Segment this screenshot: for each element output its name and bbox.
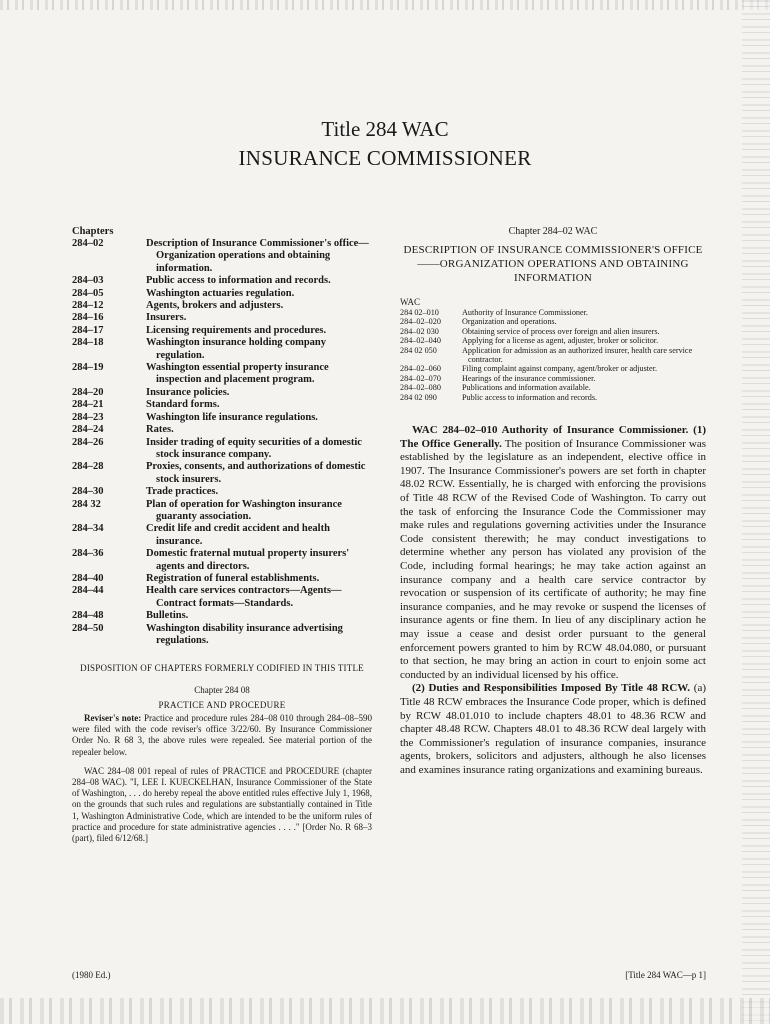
section-row	[400, 317, 706, 326]
chapter-number: 284–44	[72, 585, 104, 597]
right-column	[400, 226, 706, 778]
chapter-number: 284–36	[72, 548, 104, 560]
section-row	[400, 336, 706, 345]
chapter-title: Agents, brokers and adjusters.	[146, 300, 284, 312]
chapter-row	[72, 610, 372, 622]
section-row	[400, 374, 706, 383]
disposition-heading: DISPOSITION OF CHAPTERS FORMERLY CODIFIED IN THIS TITLE	[80, 663, 364, 674]
chapter-title: Domestic fraternal mutual property insurers' agents and directors.	[146, 548, 350, 572]
footer-edition: (1980 Ed.)	[72, 970, 111, 980]
chapter-title: Insider trading of equity securities of a domestic stock insurance company.	[146, 436, 362, 460]
chapter-title: Public access to information and records.	[146, 275, 331, 287]
chapter-number: 284 32	[72, 498, 101, 510]
practice-heading: PRACTICE AND PROCEDURE	[158, 699, 286, 710]
section-title: Application for admission as an authorized insurer, health care service contractor.	[462, 345, 693, 365]
chapter-row	[72, 585, 372, 610]
reviser-label: Reviser's note:	[84, 712, 142, 723]
chapter-row	[72, 387, 372, 399]
section-row	[400, 346, 706, 365]
chapter-number: 284–24	[72, 424, 104, 436]
chapter-row	[72, 362, 372, 387]
chapter-title: Trade practices.	[146, 486, 219, 498]
wac-label: WAC	[400, 297, 420, 307]
section-title: Publications and information available.	[462, 383, 591, 393]
title-line-1: Title 284 WAC	[321, 117, 449, 141]
page-title	[0, 116, 770, 172]
section-row	[400, 327, 706, 336]
chapter-title: Washington insurance holding company regulation.	[146, 337, 327, 361]
chapter-number: 284–21	[72, 399, 104, 411]
chapter-row	[72, 412, 372, 424]
reviser-note	[72, 713, 372, 758]
paragraph-1-lead: WAC 284–02–010 Authority of Insurance Commissioner. (1) The Office Generally.	[400, 424, 706, 450]
section-title: Obtaining service of process over foreign and alien insurers.	[462, 326, 660, 336]
chapter-list	[72, 238, 372, 647]
section-row	[400, 308, 706, 317]
section-number: 284 02 090	[400, 392, 437, 402]
chapter-title: Credit life and credit accident and health insurance.	[146, 523, 330, 547]
chapter-number: 284–26	[72, 436, 104, 448]
chapters-label: Chapters	[72, 226, 114, 237]
chapter-title: Washington essential property insurance inspection and placement program.	[146, 362, 329, 386]
chapter-title: Insurance policies.	[146, 386, 230, 398]
chapter-number: 284–17	[72, 324, 104, 336]
chapter-row	[72, 623, 372, 648]
chapter-row	[72, 573, 372, 585]
paragraph-1-text: The position of Insurance Commissioner was established by the legislature as an independent, elective office in 1907. The Insurance Commissioner's powers are set forth in chapter 48.02 RCW. Essentially, he is charged with enforcing the provisions of Title 48 RCW of the Revised Code of Washington. To carry out the task of enforcing the Insurance Code the Commissioner may make rules and regulations governing activities under the Insurance Code consistent therewith; he may conduct investigations to determine whether any person has violated any provision of the Code, including formal hearings; he may take action against an insurance company and a health care service contractor by revocation or suspension of its certificate of authority; he may fine insurance companies, and he may revoke or suspend the licenses of insurance agents or fine them. In lieu of any disciplinary action he may issue a cease and desist order pursuant to the general enforcement powers granted to him by RCW 48.04.080, or pursuant to that section, he may bring an action in court to enjoin some act conducted by an individual licensed by his office.	[400, 437, 706, 681]
chapter-row	[72, 300, 372, 312]
section-title: Applying for a license as agent, adjuster, broker or solicitor.	[462, 336, 659, 346]
chapter-title: Bulletins.	[146, 610, 189, 622]
title-line-2: INSURANCE COMMISSIONER	[238, 146, 532, 170]
chapter-row	[72, 238, 372, 275]
section-number: 284–02–080	[400, 383, 441, 393]
section-title: Public access to information and records.	[462, 392, 598, 402]
section-number: 284–02–020	[400, 317, 441, 327]
chapter-row	[72, 461, 372, 486]
paragraph-2-text: (a) Title 48 RCW embraces the Insurance Code proper, which is defined by RCW 48.01.010 to include chapters 48.01 to 48.36 RCW and chapter 48.48 RCW. Chapters 48.01 to 48.36 RCW deal largely with the Commissioner's regulation of insurance companies, insurance agents, brokers, solicitors and adjusters, although he also licenses and examines insurance rating organizations and examining bureaus.	[400, 682, 706, 776]
paragraph-1	[400, 424, 706, 682]
chapter-row	[72, 548, 372, 573]
chapter-number: 284–34	[72, 523, 104, 535]
chapter-number: 284–30	[72, 486, 104, 498]
section-row	[400, 364, 706, 373]
chapter-number: 284–28	[72, 461, 104, 473]
chapter-title: Rates.	[146, 424, 174, 436]
paragraph-2-lead: (2) Duties and Responsibilities Imposed By Title 48 RCW.	[412, 682, 691, 695]
repeal-text: WAC 284–08 001 repeal of rules of PRACTICE and PROCEDURE (chapter 284–08 WAC). "I, LEE I. KUECKELHAN, Insurance Commissioner of the State of Washington, . . . do hereby repeal the above entitled rules effective July 1, 1968, on the grounds that such rules and regulations are substantially contained in Title 1, Washington Administrative Code, which are intended to be the uniform rules of practice and procedure for state administrative agencies . . . ." [Order No. R 68–3 (part), filed 6/12/68.]	[72, 765, 372, 843]
chapter-title: Insurers.	[146, 312, 187, 324]
chapter-title: Washington actuaries regulation.	[146, 287, 295, 299]
chapter-number: 284–16	[72, 312, 104, 324]
chapter-row	[72, 325, 372, 337]
footer-page-number: [Title 284 WAC—p 1]	[625, 970, 706, 980]
section-number: 284–02 030	[400, 326, 439, 336]
section-number: 284 02 050	[400, 345, 437, 355]
chapter-number: 284–03	[72, 275, 104, 287]
chapter-row	[72, 399, 372, 411]
chapter-number: 284–18	[72, 337, 104, 349]
chapter-number: 284–40	[72, 572, 104, 584]
chapter-title: Washington disability insurance advertising regulations.	[146, 622, 343, 646]
chapter-row	[72, 288, 372, 300]
chapter-number: 284–20	[72, 386, 104, 398]
chapter-number: 284–50	[72, 622, 104, 634]
description-heading: DESCRIPTION OF INSURANCE COMMISSIONER'S OFFICE——ORGANIZATION OPERATIONS AND OBTAINING INFORMATION	[403, 244, 703, 284]
section-row	[400, 393, 706, 402]
chapter-row	[72, 437, 372, 462]
section-title: Organization and operations.	[462, 317, 557, 327]
chapter-row	[72, 499, 372, 524]
chapter-row	[72, 523, 372, 548]
scan-edge-bottom	[0, 998, 770, 1024]
scan-edge-top	[0, 0, 770, 10]
left-column	[72, 226, 372, 844]
chapter-number: 284–12	[72, 300, 104, 312]
chapter-title: Washington life insurance regulations.	[146, 411, 318, 423]
chapter-row	[72, 312, 372, 324]
chapter-number: 284–19	[72, 362, 104, 374]
chapter-number: 284–02	[72, 238, 104, 249]
chapter-title: Plan of operation for Washington insurance guaranty association.	[146, 498, 342, 522]
chapter-title: Proxies, consents, and authorizations of domestic stock insurers.	[146, 461, 366, 485]
chapter-heading: Chapter 284–02 WAC	[508, 226, 598, 237]
chapter-title: Description of Insurance Commissioner's office—Organization operations and obtaining information.	[146, 238, 369, 274]
chapter-number: 284–48	[72, 610, 104, 622]
section-list	[400, 308, 706, 402]
chapter-title: Registration of funeral establishments.	[146, 572, 320, 584]
section-title: Authority of Insurance Commissioner.	[462, 308, 588, 317]
section-title: Hearings of the insurance commissioner.	[462, 373, 596, 383]
section-number: 284–02–060	[400, 364, 441, 374]
section-row	[400, 383, 706, 392]
section-number: 284–02–070	[400, 373, 441, 383]
chapter-row	[72, 486, 372, 498]
section-number: 284 02–010	[400, 308, 439, 317]
section-title: Filing complaint against company, agent/broker or adjuster.	[462, 364, 658, 374]
chapter-row	[72, 424, 372, 436]
reviser-text: Practice and procedure rules 284–08 010 through 284–08–590 were filed with the code reviser's office 3/22/60. By Insurance Commissioner Order No. R 68 3, the above rules were repealed. See material portion of the repealer below.	[72, 712, 373, 757]
chapter-row	[72, 337, 372, 362]
chapter-row	[72, 275, 372, 287]
chapter-title: Health care services contractors—Agents—Contract formats—Standards.	[146, 585, 342, 609]
chapter-title: Licensing requirements and procedures.	[146, 324, 327, 336]
chapter-number: 284–05	[72, 287, 104, 299]
body-text	[400, 424, 706, 777]
paragraph-2	[400, 682, 706, 777]
chapter-number: 284–23	[72, 411, 104, 423]
section-number: 284–02–040	[400, 336, 441, 346]
chapter-title: Standard forms.	[146, 399, 220, 411]
chapter-subheading: Chapter 284 08	[194, 684, 250, 695]
